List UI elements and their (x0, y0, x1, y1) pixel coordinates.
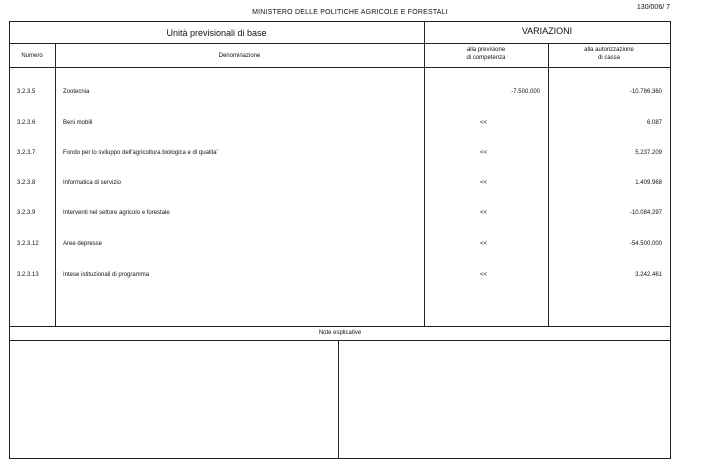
variazioni-divider (424, 21, 425, 326)
group-header-variazioni: VARIAZIONI (521, 26, 573, 36)
col-header-competenza: alla previsione di competenza (466, 47, 506, 61)
row-competenza: -7.500.000 (511, 89, 540, 95)
row-cassa: 5.237.209 (635, 150, 662, 156)
group-header-divider (9, 43, 671, 44)
row-numero: 3.2.3.13 (17, 272, 39, 278)
row-numero: 3.2.3.9 (17, 210, 36, 216)
row-cassa: -10.786.360 (629, 89, 662, 95)
row-denominazione: Intese istituzionali di programma (63, 272, 150, 278)
page-title: MINISTERO DELLE POLITICHE AGRICOLE E FORESTALI (252, 9, 448, 16)
row-competenza: << (480, 272, 488, 278)
competenza-divider (548, 43, 549, 326)
row-denominazione: Informatica di servizio (63, 180, 122, 186)
row-cassa: 3.242.461 (635, 272, 662, 278)
row-competenza: << (480, 210, 488, 216)
notes-left-panel (10, 341, 338, 458)
notes-title: Note esplicative (318, 330, 362, 336)
col-header-numero: Numero (21, 53, 43, 59)
table-bottom-border (9, 326, 671, 327)
table-top-border (9, 21, 671, 22)
col-header-denominazione: Denominazione (218, 53, 261, 59)
row-denominazione: Beni mobili (63, 120, 93, 126)
row-denominazione: Zootecnia (63, 89, 90, 95)
row-denominazione: Interventi nel settore agricolo e forestale (63, 210, 170, 216)
row-competenza: << (480, 120, 488, 126)
numero-divider (55, 43, 56, 326)
row-denominazione: Fondo per lo sviluppo dell'agricoltura biologica e di qualita' (63, 150, 218, 156)
page-reference: 130/006/ 7 (636, 4, 670, 11)
notes-bottom-border (9, 458, 671, 459)
group-header-unita: Unità previsionali di base (166, 28, 267, 38)
row-cassa: -10.084.297 (629, 210, 662, 216)
row-numero: 3.2.3.8 (17, 180, 36, 186)
row-denominazione: Aree depresse (63, 241, 103, 247)
row-numero: 3.2.3.6 (17, 120, 36, 126)
column-header-divider (9, 67, 671, 68)
table-right-border (670, 21, 671, 459)
row-numero: 3.2.3.5 (17, 89, 36, 95)
notes-right-panel (339, 341, 670, 458)
row-cassa: 6.087 (646, 120, 662, 126)
row-cassa: 1.409.968 (635, 180, 662, 186)
col-header-cassa: alla autorizzazione di cassa (584, 47, 634, 61)
row-competenza: << (480, 150, 488, 156)
row-numero: 3.2.3.12 (17, 241, 39, 247)
row-competenza: << (480, 241, 488, 247)
row-competenza: << (480, 180, 488, 186)
row-cassa: -54.500.000 (629, 241, 662, 247)
row-numero: 3.2.3.7 (17, 150, 36, 156)
